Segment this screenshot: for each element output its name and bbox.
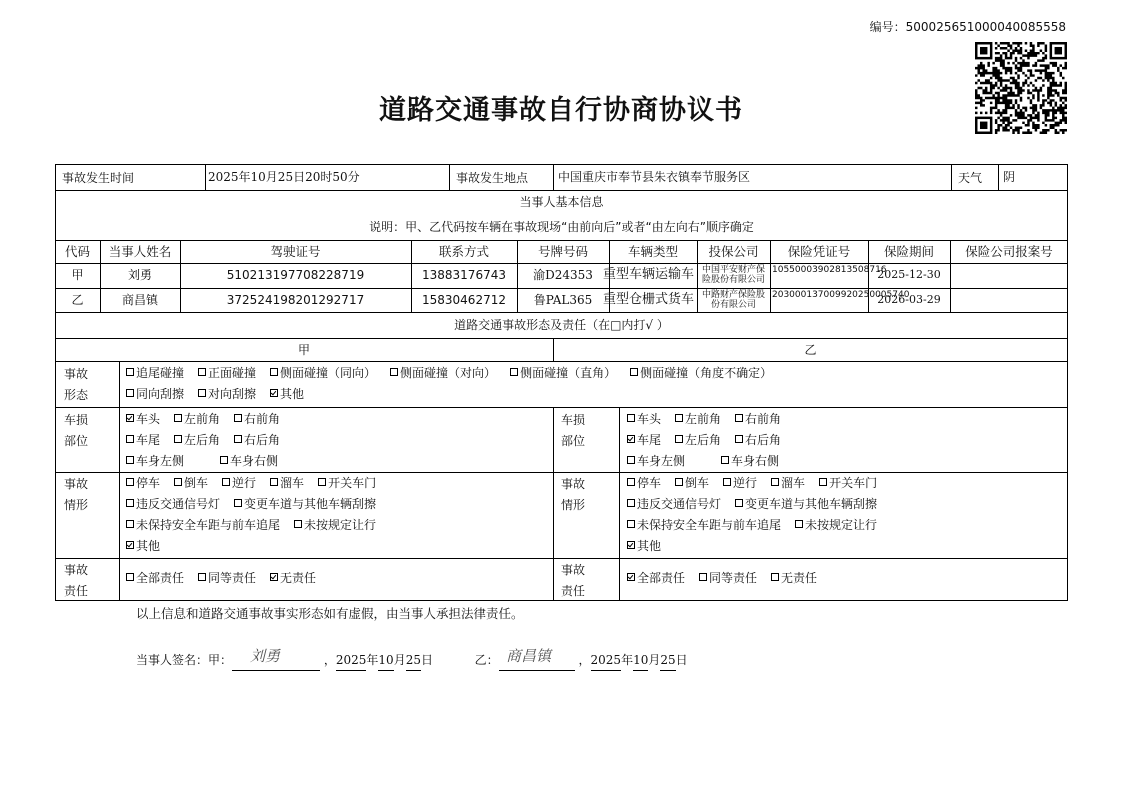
checkbox-icon[interactable] [723,478,731,486]
responsibility-section-title: 道路交通事故形态及责任（在□内打√ ） [454,318,669,332]
qr-finder [980,47,987,54]
party-insurer-1: 中路财产保险股份有限公司 [701,290,765,310]
party-plate-0: 渝D24353 [533,268,593,282]
sit-a4-option-0[interactable]: 其他 [126,536,160,557]
situation-options-a-line1 [126,473,390,494]
damage-label-b: 车损 部位 [561,413,586,448]
dmg-a1-option-2[interactable]: 右前角 [234,409,280,430]
checkbox-icon[interactable] [198,389,206,397]
dmg-a1-option-1[interactable]: 左前角 [174,409,220,430]
signature-a-scribble [246,646,306,664]
checkbox-icon[interactable] [234,435,242,443]
date-b-month: 10 [633,650,648,671]
liability-options-a [126,568,330,589]
party-plate-1: 鲁PAL365 [533,293,593,307]
damage-options-a-line1 [126,409,294,430]
checkbox-icon[interactable] [174,435,182,443]
checkbox-icon[interactable] [675,435,683,443]
signature-label: 当事人签名：甲： [136,653,233,667]
situation-options-a-line3 [126,515,390,536]
checkbox-icon[interactable] [627,456,635,464]
checkbox-icon[interactable] [721,456,729,464]
liab-b-option-0[interactable]: 全部责任 [627,568,685,589]
checkbox-icon[interactable] [390,368,398,376]
form-l1-option-2[interactable]: 侧面碰撞（同向） [270,363,376,384]
checkbox-icon[interactable] [270,573,278,581]
party-code-1: 乙 [71,293,84,307]
sit-b1-option-2[interactable]: 逆行 [723,473,757,494]
situation-options-b-line3 [627,515,891,536]
sit-b4-option-0[interactable]: 其他 [627,536,661,557]
sit-b1-option-3[interactable]: 溜车 [771,473,805,494]
party-code-0: 甲 [71,268,84,282]
parties-header-0: 代码 [64,244,90,259]
checkbox-icon[interactable] [174,478,182,486]
liability-label-b: 事故 责任 [561,563,586,598]
party-period-1: 2026-03-29 [877,293,941,306]
checkbox-icon[interactable] [771,573,779,581]
checkbox-icon[interactable] [510,368,518,376]
checkbox-icon[interactable] [234,414,242,422]
sit-a1-option-1[interactable]: 倒车 [174,473,208,494]
dmg-a2-option-0[interactable]: 车尾 [126,430,160,451]
situation-options-b-line4 [627,536,675,557]
checkbox-icon[interactable] [627,541,635,549]
checkbox-icon[interactable] [735,435,743,443]
signature-line: 当事人签名：甲： 刘勇 ，2025年10月25日 乙： 商昌镇 ，2025年10月25日 [136,646,688,671]
checkbox-icon[interactable] [627,414,635,422]
signature-b-label: 乙： [474,653,499,667]
parties-note: 说明：甲、乙代码按车辆在事故现场“由前向后”或者“由左向右”顺序确定 [369,220,754,234]
checkbox-icon[interactable] [174,414,182,422]
document-number [870,18,1066,35]
checkbox-icon[interactable] [627,478,635,486]
form-l1-option-0[interactable]: 追尾碰撞 [126,363,184,384]
checkbox-icon[interactable] [126,435,134,443]
sit-a1-option-4[interactable]: 开关车门 [318,473,376,494]
dmg-b2-option-0[interactable]: 车尾 [627,430,661,451]
checkbox-icon[interactable] [627,499,635,507]
dmg-b1-option-2[interactable]: 右前角 [735,409,781,430]
liability-label-a: 事故 责任 [64,563,89,598]
sit-a1-option-3[interactable]: 溜车 [270,473,304,494]
dmg-a2-option-2[interactable]: 右后角 [234,430,280,451]
form-l2-option-0[interactable]: 同向刮擦 [126,384,184,405]
dmg-a1-option-0[interactable]: 车头 [126,409,160,430]
party-policy-no-1: 203000137009920250005740 [772,290,910,300]
situation-label-b: 事故 情形 [561,477,586,512]
parties-header-4: 号牌号码 [537,244,588,259]
dmg-b2-option-2[interactable]: 右后角 [735,430,781,451]
sit-b3-option-0[interactable]: 未保持安全车距与前车追尾 [627,515,781,536]
accident-place-label: 事故发生地点 [456,171,529,185]
weather-value: 阴 [1003,170,1016,184]
party-license-0: 510213197708228719 [226,268,365,282]
parties-header-7: 保险凭证号 [787,244,851,259]
checkbox-icon[interactable] [222,478,230,486]
situation-options-b-line1 [627,473,891,494]
checkbox-icon[interactable] [675,478,683,486]
date-b-year: 2025 [591,650,622,671]
checkbox-icon[interactable] [198,573,206,581]
document-number-value: 500025651000040085558 [905,20,1066,34]
form-l1-option-5[interactable]: 侧面碰撞（角度不确定） [630,363,772,384]
liab-a-option-1[interactable]: 同等责任 [198,568,256,589]
accident-form-label: 事故 形态 [64,367,89,402]
damage-options-b-line3 [627,451,793,472]
sit-b2-option-0[interactable]: 违反交通信号灯 [627,494,721,515]
checkbox-icon[interactable] [126,541,134,549]
party-vehicle-type-1: 重型仓栅式货车 [603,292,695,307]
svg-text:商昌镇: 商昌镇 [505,647,551,665]
sit-a2-option-1[interactable]: 变更车道与其他车辆刮擦 [234,494,376,515]
situation-options-a-line4 [126,536,174,557]
date-a-month: 10 [378,650,393,671]
dmg-a2-option-1[interactable]: 左后角 [174,430,220,451]
situation-options-b-line2 [627,494,891,515]
party-name-1: 商昌镇 [121,293,158,307]
checkbox-icon[interactable] [234,499,242,507]
signature-b [499,646,575,671]
sit-b2-option-1[interactable]: 变更车道与其他车辆刮擦 [735,494,877,515]
form-l1-option-1[interactable]: 正面碰撞 [198,363,256,384]
damage-options-b-line1 [627,409,795,430]
dmg-a3-option-1[interactable]: 车身右侧 [220,451,278,472]
parties-header-1: 当事人姓名 [108,244,172,259]
party-license-1: 372524198201292717 [226,293,365,307]
checkbox-icon[interactable] [220,456,228,464]
document-number-label: 编号： [869,20,906,34]
date-a-day: 25 [406,650,421,671]
liab-a-option-2[interactable]: 无责任 [270,568,316,589]
sit-b1-option-0[interactable]: 停车 [627,473,661,494]
date-a-year: 2025 [336,650,367,671]
sit-a3-option-1[interactable]: 未按规定让行 [294,515,376,536]
checkbox-icon[interactable] [630,368,638,376]
party-b-header: 乙 [804,343,817,357]
liability-options-b [627,568,831,589]
party-insurer-0: 中国平安财产保险股份有限公司 [701,265,765,285]
damage-options-b-line2 [627,430,795,451]
parties-header-6: 投保公司 [708,244,759,259]
accident-place-value: 中国重庆市奉节县朱衣镇奉节服务区 [558,170,751,184]
dmg-b2-option-1[interactable]: 左后角 [675,430,721,451]
parties-header-2: 驾驶证号 [270,244,321,259]
checkbox-icon[interactable] [294,520,302,528]
checkbox-icon[interactable] [795,520,803,528]
liab-b-option-1[interactable]: 同等责任 [699,568,757,589]
party-period-0: 2025-12-30 [877,268,941,281]
damage-label-a: 车损 部位 [64,413,89,448]
page-title: 道路交通事故自行协商协议书 [379,95,743,126]
form-l2-option-1[interactable]: 对向刮擦 [198,384,256,405]
situation-options-a-line2 [126,494,390,515]
checkbox-icon[interactable] [270,478,278,486]
checkbox-icon[interactable] [627,435,635,443]
party-phone-0: 13883176743 [422,268,506,282]
form-l1-option-3[interactable]: 侧面碰撞（对向） [390,363,496,384]
checkbox-icon[interactable] [318,478,326,486]
form-l1-option-4[interactable]: 侧面碰撞（直角） [510,363,616,384]
sit-a1-option-2[interactable]: 逆行 [222,473,256,494]
damage-options-a-line3 [126,451,292,472]
qr-finder [1055,47,1062,54]
party-phone-1: 15830462712 [422,293,506,307]
form-l2-option-2[interactable]: 其他 [270,384,304,405]
accident-time-value: 2025年10月25日20时50分 [208,170,360,184]
party-a-header: 甲 [297,343,310,357]
checkbox-icon[interactable] [627,520,635,528]
party-policy-no-0: 10550003902813508716 [772,265,887,275]
situation-label-a: 事故 情形 [64,477,89,512]
sit-a2-option-0[interactable]: 违反交通信号灯 [126,494,220,515]
parties-header-5: 车辆类型 [627,244,678,259]
checkbox-icon[interactable] [270,389,278,397]
dmg-b3-option-0[interactable]: 车身左侧 [627,451,685,472]
checkbox-icon[interactable] [126,520,134,528]
accident-time-label: 事故发生时间 [62,171,135,185]
accident-form-options-line1 [126,363,786,384]
checkbox-icon[interactable] [126,456,134,464]
signature-a [232,646,320,671]
legal-statement: 以上信息和道路交通事故事实形态如有虚假，由当事人承担法律责任。 [136,606,524,621]
svg-text:刘勇: 刘勇 [250,647,281,665]
accident-form-options-line2 [126,384,318,405]
checkbox-icon[interactable] [126,389,134,397]
dmg-b1-option-0[interactable]: 车头 [627,409,661,430]
sit-b3-option-1[interactable]: 未按规定让行 [795,515,877,536]
parties-header-9: 保险公司报案号 [965,244,1053,259]
sit-a1-option-0[interactable]: 停车 [126,473,160,494]
checkbox-icon[interactable] [771,478,779,486]
checkbox-icon[interactable] [126,478,134,486]
party-name-0: 刘勇 [127,268,152,282]
dmg-b1-option-1[interactable]: 左前角 [675,409,721,430]
checkbox-icon[interactable] [627,573,635,581]
liab-b-option-2[interactable]: 无责任 [771,568,817,589]
checkbox-icon[interactable] [126,573,134,581]
checkbox-icon[interactable] [198,368,206,376]
parties-header-3: 联系方式 [438,244,489,259]
checkbox-icon[interactable] [699,573,707,581]
weather-label: 天气 [958,171,983,185]
liab-a-option-0[interactable]: 全部责任 [126,568,184,589]
checkbox-icon[interactable] [126,414,134,422]
sit-a3-option-0[interactable]: 未保持安全车距与前车追尾 [126,515,280,536]
checkbox-icon[interactable] [675,414,683,422]
checkbox-icon[interactable] [819,478,827,486]
parties-header-8: 保险期间 [883,244,934,259]
date-b-day: 25 [660,650,675,671]
signature-b-scribble [502,646,572,664]
damage-options-a-line2 [126,430,294,451]
checkbox-icon[interactable] [735,414,743,422]
checkbox-icon[interactable] [126,368,134,376]
party-vehicle-type-0: 重型车辆运输车 [603,267,695,282]
checkbox-icon[interactable] [270,368,278,376]
checkbox-icon[interactable] [735,499,743,507]
parties-section-title: 当事人基本信息 [519,195,604,209]
sit-b1-option-4[interactable]: 开关车门 [819,473,877,494]
checkbox-icon[interactable] [126,499,134,507]
dmg-b3-option-1[interactable]: 车身右侧 [721,451,779,472]
sit-b1-option-1[interactable]: 倒车 [675,473,709,494]
dmg-a3-option-0[interactable]: 车身左侧 [126,451,184,472]
